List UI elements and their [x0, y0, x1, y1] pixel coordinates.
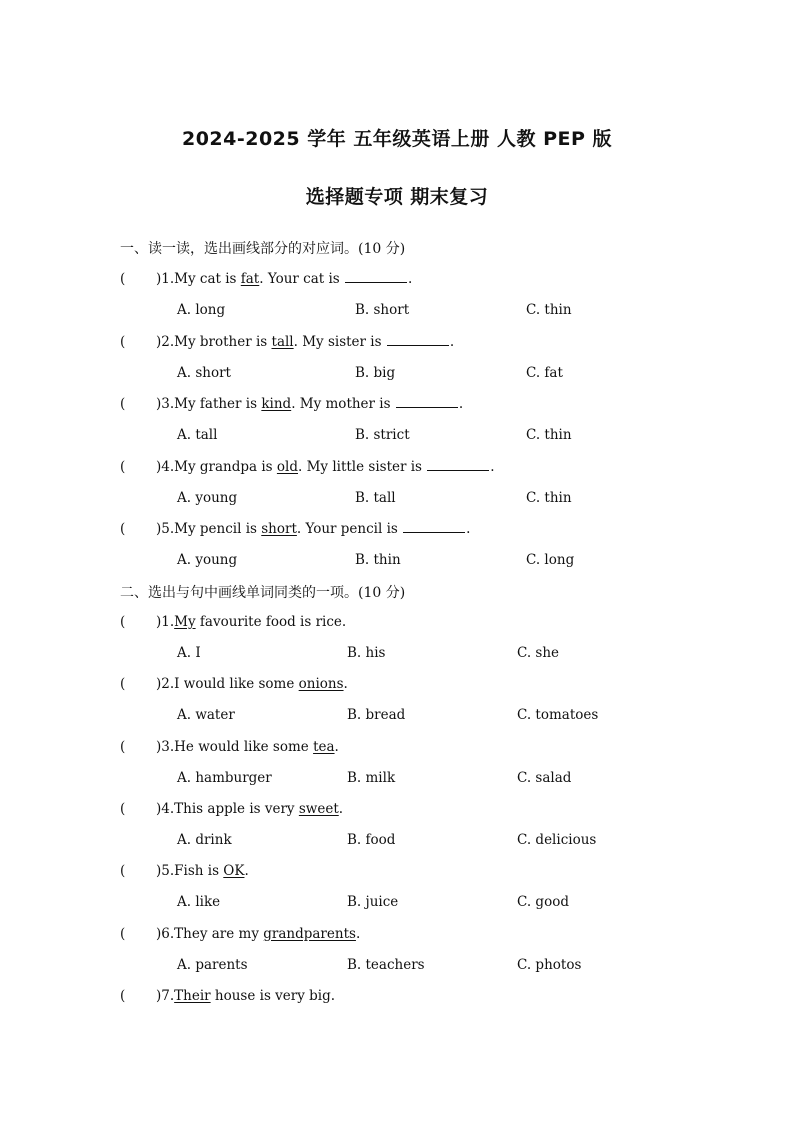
bracket-open: ( [120, 925, 126, 942]
answer-bracket[interactable] [120, 396, 156, 412]
option-c[interactable]: C. good [517, 894, 569, 911]
question-number: )5. [156, 863, 175, 880]
section-2-heading: 二、选出与句中画线单词同类的一项。(10 分) [120, 585, 406, 601]
answer-bracket[interactable] [120, 801, 156, 817]
underlined-word: tall [271, 333, 294, 350]
underlined-word: grandparents [263, 925, 356, 942]
question-text-end: . [408, 271, 413, 287]
question-text: . My sister is [293, 333, 386, 350]
question-text-end: . [458, 396, 464, 412]
option-b[interactable]: B. tall [355, 489, 396, 506]
question-text: favourite food is rice. [195, 614, 347, 630]
answer-blank[interactable] [387, 334, 449, 346]
question-text: . Your cat is [259, 271, 345, 287]
underlined-word: fat [240, 271, 260, 287]
question-number: )4. [156, 800, 175, 817]
question-number: )1. [156, 271, 175, 287]
bracket-open: ( [120, 676, 126, 693]
underlined-word: sweet [298, 800, 339, 817]
question-row [120, 271, 412, 287]
option-a[interactable]: A. young [177, 489, 238, 506]
answer-blank[interactable] [403, 521, 465, 533]
answer-bracket[interactable] [120, 459, 156, 475]
underlined-word: old [276, 458, 298, 475]
page-title: 2024-2025 学年 五年级英语上册 人教 PEP 版 [181, 128, 613, 150]
answer-bracket[interactable] [120, 271, 156, 287]
question-row [120, 521, 470, 537]
question-row [120, 988, 335, 1004]
question-text: My pencil is [174, 521, 262, 537]
option-a[interactable]: A. tall [177, 427, 218, 443]
answer-bracket[interactable] [120, 863, 156, 879]
question-row [120, 334, 454, 350]
answer-bracket[interactable] [120, 614, 156, 630]
question-text: Fish is [174, 863, 224, 880]
option-c[interactable]: C. photos [517, 956, 582, 973]
bracket-open: ( [120, 458, 126, 475]
option-a[interactable]: A. water [177, 707, 235, 724]
option-c[interactable]: C. thin [526, 489, 572, 506]
question-text: . My mother is [291, 396, 395, 412]
bracket-open: ( [120, 614, 126, 630]
bracket-open: ( [120, 271, 126, 287]
answer-bracket[interactable] [120, 739, 156, 755]
question-text-end: . [490, 458, 495, 475]
underlined-word: short [261, 521, 297, 537]
option-b[interactable]: B. teachers [347, 956, 425, 973]
question-text: . [338, 800, 344, 817]
question-number: )6. [156, 925, 175, 942]
question-text: They are my [174, 925, 264, 942]
option-b[interactable]: B. strict [355, 427, 410, 443]
answer-bracket[interactable] [120, 926, 156, 942]
question-number: )1. [156, 614, 175, 630]
option-c[interactable]: C. thin [526, 427, 572, 443]
answer-bracket[interactable] [120, 676, 156, 692]
question-number: )3. [156, 738, 175, 755]
question-text-end: . [466, 521, 471, 537]
question-number: )2. [156, 676, 175, 693]
section-1-heading: 一、读一读，选出画线部分的对应词。(10 分) [120, 241, 406, 257]
option-a[interactable]: A. drink [177, 831, 232, 848]
question-text: My grandpa is [174, 458, 277, 475]
question-text: This apple is very [174, 800, 299, 817]
option-b[interactable]: B. juice [347, 894, 399, 911]
question-text: . [334, 738, 339, 755]
page-subtitle: 选择题专项 期末复习 [305, 186, 489, 208]
option-a[interactable]: A. young [177, 552, 238, 568]
option-a[interactable]: A. hamburger [177, 769, 272, 786]
option-c[interactable]: C. salad [517, 769, 572, 786]
bracket-open: ( [120, 521, 126, 537]
underlined-word: kind [261, 396, 292, 412]
question-text: house is very big. [210, 987, 336, 1004]
question-text: My brother is [174, 333, 272, 350]
option-b[interactable]: B. thin [355, 552, 401, 568]
underlined-word: onions [298, 676, 344, 693]
bracket-open: ( [120, 396, 126, 412]
bracket-open: ( [120, 738, 126, 755]
option-c[interactable]: C. thin [526, 302, 572, 318]
answer-bracket[interactable] [120, 521, 156, 537]
question-number: )3. [156, 396, 175, 412]
option-c[interactable]: C. tomatoes [517, 707, 599, 724]
option-c[interactable]: C. she [517, 645, 560, 661]
underlined-word: My [174, 614, 196, 630]
question-number: )4. [156, 458, 175, 475]
question-text: I would like some [174, 676, 299, 693]
question-row [120, 801, 343, 817]
option-b[interactable]: B. milk [347, 769, 396, 786]
underlined-word: Their [174, 987, 211, 1004]
answer-bracket[interactable] [120, 988, 156, 1004]
option-b[interactable]: B. his [347, 645, 386, 661]
question-number: )7. [156, 987, 175, 1004]
option-a[interactable]: A. like [177, 894, 221, 911]
answer-blank[interactable] [396, 396, 458, 408]
option-b[interactable]: B. food [347, 831, 396, 848]
question-row [120, 863, 249, 879]
option-b[interactable]: B. big [355, 364, 396, 381]
bracket-open: ( [120, 987, 126, 1004]
question-row [120, 396, 463, 412]
option-c[interactable]: C. delicious [517, 831, 597, 848]
question-number: )2. [156, 333, 175, 350]
question-row [120, 614, 346, 630]
option-b[interactable]: B. short [355, 302, 410, 318]
underlined-word: OK [223, 863, 245, 880]
question-text: He would like some [174, 738, 314, 755]
question-text: My father is [174, 396, 262, 412]
question-row [120, 739, 339, 755]
answer-bracket[interactable] [120, 334, 156, 350]
question-text: My cat is [174, 271, 241, 287]
bracket-open: ( [120, 800, 126, 817]
option-a[interactable]: A. long [177, 302, 226, 318]
answer-blank[interactable] [427, 459, 489, 471]
question-text: . [244, 863, 249, 880]
answer-blank[interactable] [345, 271, 407, 283]
question-text: . My little sister is [298, 458, 427, 475]
option-b[interactable]: B. bread [347, 707, 406, 724]
question-text: . [343, 676, 348, 693]
question-text-end: . [449, 333, 455, 350]
option-a[interactable]: A. short [177, 364, 231, 381]
option-c[interactable]: C. fat [526, 364, 563, 381]
question-text: . [355, 925, 361, 942]
underlined-word: tea [313, 738, 335, 755]
option-c[interactable]: C. long [526, 552, 575, 568]
bracket-open: ( [120, 333, 126, 350]
bracket-open: ( [120, 863, 126, 880]
question-row [120, 926, 360, 942]
option-a[interactable]: A. parents [177, 956, 248, 973]
question-text: . Your pencil is [296, 521, 403, 537]
question-row [120, 676, 348, 692]
option-a[interactable]: A. I [177, 645, 201, 661]
question-row [120, 459, 495, 475]
question-number: )5. [156, 521, 175, 537]
